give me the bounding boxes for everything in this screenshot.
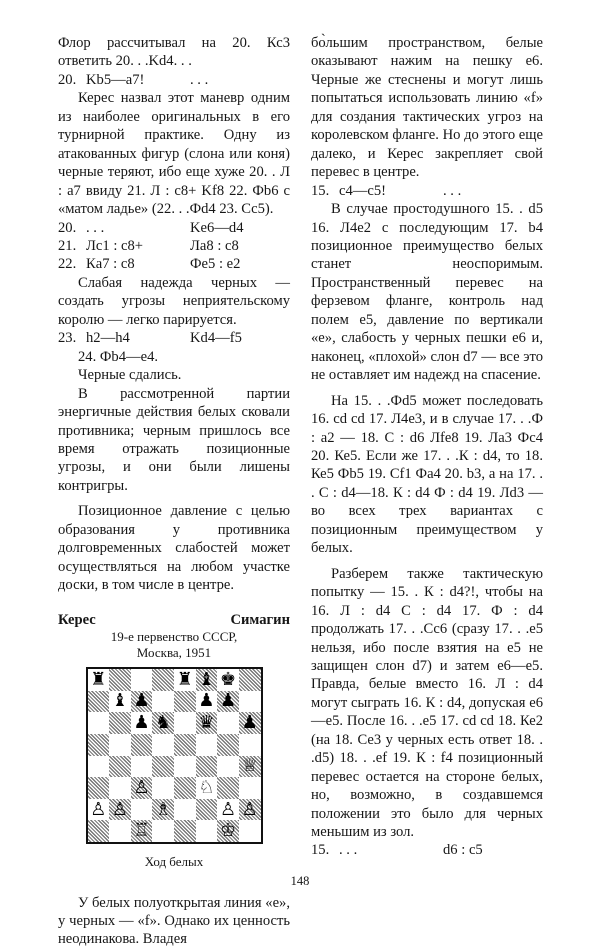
move-number: 20. — [58, 71, 77, 88]
chess-board-diagram — [86, 667, 263, 844]
board-square — [88, 777, 110, 799]
move-line-20 — [58, 71, 290, 89]
board-square — [239, 820, 261, 842]
board-square — [217, 712, 239, 734]
black-knight-icon: ♞ — [155, 712, 172, 734]
board-square — [174, 777, 196, 799]
board-square — [239, 799, 261, 821]
board-square — [88, 669, 110, 691]
board-square — [88, 756, 110, 778]
board-square — [174, 756, 196, 778]
white-rook-icon: ♖ — [133, 820, 150, 842]
black-pawn-icon: ♟ — [133, 712, 150, 734]
white-queen-icon: ♕ — [241, 755, 258, 777]
move-white: . . . — [339, 842, 358, 859]
board-square — [239, 734, 261, 756]
board-square — [239, 756, 261, 778]
board-square — [174, 669, 196, 691]
board-square — [152, 820, 174, 842]
black-pawn-icon: ♟ — [219, 690, 237, 712]
board-square — [109, 777, 131, 799]
move-white: h2—h4 — [86, 330, 130, 347]
board-square — [217, 734, 239, 756]
black-pawn-icon: ♟ — [133, 690, 150, 712]
board-square — [131, 712, 153, 734]
white-knight-icon: ♘ — [198, 776, 215, 798]
board-square — [217, 669, 239, 691]
left-paragraph-6: Позиционное давление с целью образования у противника долговременных слабостей может осуществляться на любом участке доски, в том числе в центре. — [58, 503, 290, 594]
left-paragraph-3: Слабая надежда черных — создать угрозы неприятельскому королю — легко парируется. — [58, 274, 290, 328]
move-number: 21. — [58, 237, 77, 254]
right-paragraph-4: Разберем также тактическую попытку — 15. . К : d4?!, чтобы на 16. Л : d4 С : d4 17. Ф : d4 продолжать 17. . .Сс6 (сразу 17. . .е5 нельзя, ибо после взятия на е5 не защищен слон d7) и затем е6—е5. Правда, белые вместо 16. Л : d4 могут сыграть 16. К : d4, допуская е6—е5. После 16. . .е5 17. cd cd 18. Ке2 (на 18. Се3 у черных есть ответ 18. . .d5) 18. . .ef 19. К : f4 позиционный перевес остается на стороне белых, но, возможно, в создавшемся положении это было для черных меньшим из зол. — [311, 565, 543, 841]
board-square — [196, 820, 218, 842]
board-square — [109, 691, 131, 713]
move-black: . . . — [190, 71, 209, 88]
move-black: . . . — [443, 182, 462, 199]
right-column — [311, 34, 543, 860]
board-square — [152, 777, 174, 799]
move-black: d6 : c5 — [443, 842, 483, 859]
white-pawn-icon: ♙ — [90, 798, 107, 820]
left-paragraph-1: Флор рассчитывал на 20. Кс3 ответить 20. . .Kd4. . . — [58, 35, 290, 70]
left-paragraph-7: У белых полуоткрытая линия «е», у черных — «f». Однако их ценность неодинакова. Владея — [58, 894, 290, 948]
move-white: Лc1 : c8+ — [86, 237, 144, 254]
white-pawn-icon: ♙ — [241, 798, 258, 820]
board-square — [239, 777, 261, 799]
black-rook-icon: ♜ — [176, 668, 193, 690]
board-square — [152, 756, 174, 778]
move-number: 22. — [58, 256, 77, 273]
white-bishop-icon: ♗ — [155, 798, 172, 820]
board-square — [217, 756, 239, 778]
right-paragraph-2: В случае простодушного 15. . d5 16. Л4е2 с последующим 17. b4 позиционное преимущество белых станет неоспоримым. Пространственный перевес на ферзевом фланге, контроль над полем е5, давление по вертикали «е», слабость у черных пешки е6 и, наконец, «плохой» слон d7 — все это не оставляет им надежд на спасение. — [311, 201, 543, 384]
black-pawn-icon: ♟ — [198, 690, 215, 712]
move-number: 15. — [311, 182, 330, 199]
white-pawn-icon: ♙ — [133, 776, 150, 798]
event-line-2: Москва, 1951 — [136, 645, 212, 661]
board-square — [109, 734, 131, 756]
board-square — [196, 777, 218, 799]
board-square — [131, 756, 153, 778]
white-king-icon: ♔ — [219, 820, 237, 842]
move-line — [58, 255, 290, 273]
board-square — [217, 691, 239, 713]
board-square — [88, 820, 110, 842]
board-square — [152, 712, 174, 734]
right-paragraph-3: На 15. . .Фd5 может последовать 16. cd cd 17. Л4е3, и в случае 17. . .Ф : а2 — 18. С : d6 Лfe8 19. Ла3 Фс4 20. Ке5. Если же 17. . .К : d4, то 18. Ке5 Фb5 19. Cf1 Фа4 20. b3, а на 17. . . С : d4—18. К : d4 Ф : d4 19. Лd3 — во всех трех вариантах с позиционным преимуществом у белых. — [311, 392, 543, 557]
board-square — [131, 691, 153, 713]
move-black: Лa8 : c8 — [190, 237, 239, 254]
board-square — [174, 799, 196, 821]
board-square — [174, 820, 196, 842]
board-square — [88, 712, 110, 734]
board-square — [152, 799, 174, 821]
game-header — [58, 611, 290, 629]
board-square — [152, 734, 174, 756]
board-square — [174, 712, 196, 734]
white-player: Керес — [58, 611, 96, 628]
board-square — [109, 799, 131, 821]
board-square — [196, 734, 218, 756]
move-white: Кa7 : c8 — [86, 256, 135, 273]
white-pawn-icon: ♙ — [219, 798, 237, 820]
board-square — [88, 799, 110, 821]
page-number: 148 — [290, 874, 310, 888]
board-square — [131, 777, 153, 799]
move-line-23 — [58, 329, 290, 347]
board-square — [131, 799, 153, 821]
board-square — [174, 691, 196, 713]
move-line-24: 24. Фb4—e4. — [78, 348, 159, 365]
move-line-15b — [311, 841, 543, 859]
board-square — [217, 799, 239, 821]
black-pawn-icon: ♟ — [241, 712, 258, 734]
move-black: Kd4—f5 — [190, 330, 242, 347]
move-black: Фe5 : e2 — [190, 256, 241, 273]
move-number: 20. — [58, 219, 77, 236]
board-square — [109, 756, 131, 778]
board-square — [152, 669, 174, 691]
move-line — [58, 219, 290, 237]
board-square — [88, 734, 110, 756]
board-square — [109, 712, 131, 734]
board-square — [196, 756, 218, 778]
board-square — [196, 691, 218, 713]
left-paragraph-2: Керес назвал этот маневр одним из наиболее оригинальных в его турнирной практике. Одну из атакованных фигур (слона или коня) черные теряют, ибо еще хуже 20. . Л : а7 ввиду 21. Л : с8+ Kf8 22. Фb6 с «матом ладье» (22. . .Фd4 23. Сс5). — [58, 90, 290, 218]
move-white: . . . — [86, 219, 105, 236]
board-square — [131, 669, 153, 691]
board-square — [131, 734, 153, 756]
left-paragraph-5: В рассмотренной партии энергичные действия белых сковали противника; черным пришлось все время отражать позиционные угрозы, и они были лишены контригры. — [58, 385, 290, 494]
diagram-caption: Ход белых — [144, 854, 204, 870]
move-white: c4—c5! — [339, 182, 387, 199]
move-white: Kb5—a7! — [86, 71, 145, 88]
black-king-icon: ♚ — [219, 668, 237, 690]
move-black: Ke6—d4 — [190, 219, 244, 236]
board-square — [239, 669, 261, 691]
move-number: 15. — [311, 842, 330, 859]
board-square — [196, 669, 218, 691]
board-square — [109, 669, 131, 691]
left-column — [58, 34, 290, 949]
black-queen-icon: ♛ — [198, 712, 215, 734]
resignation-text: Черные сдались. — [78, 367, 182, 384]
board-square — [239, 712, 261, 734]
black-rook-icon: ♜ — [90, 668, 107, 690]
moves-block-a — [58, 219, 290, 274]
white-pawn-icon: ♙ — [111, 798, 128, 820]
move-line-15 — [311, 182, 543, 200]
board-square — [152, 691, 174, 713]
board-square — [88, 691, 110, 713]
move-line — [58, 237, 290, 255]
event-line-1: 19-е первенство СССР, — [110, 629, 238, 645]
move-number: 23. — [58, 330, 77, 347]
board-square — [109, 820, 131, 842]
black-bishop-icon: ♝ — [198, 668, 215, 690]
board-square — [196, 799, 218, 821]
board-square — [217, 777, 239, 799]
black-bishop-icon: ♝ — [111, 690, 128, 712]
board-square — [217, 820, 239, 842]
board-square — [174, 734, 196, 756]
board-square — [196, 712, 218, 734]
black-player: Симагин — [230, 611, 290, 628]
board-square — [131, 820, 153, 842]
right-paragraph-1: бо̀льшим пространством, белые оказывают нажим на пешку е6. Черные же стеснены и могут лишь попытаться использовать линию «f» для создания тактических угроз на королевском фланге. Но до этого еще далеко, и Керес закрепляет свой перевес в центре. — [311, 35, 543, 181]
board-square — [239, 691, 261, 713]
